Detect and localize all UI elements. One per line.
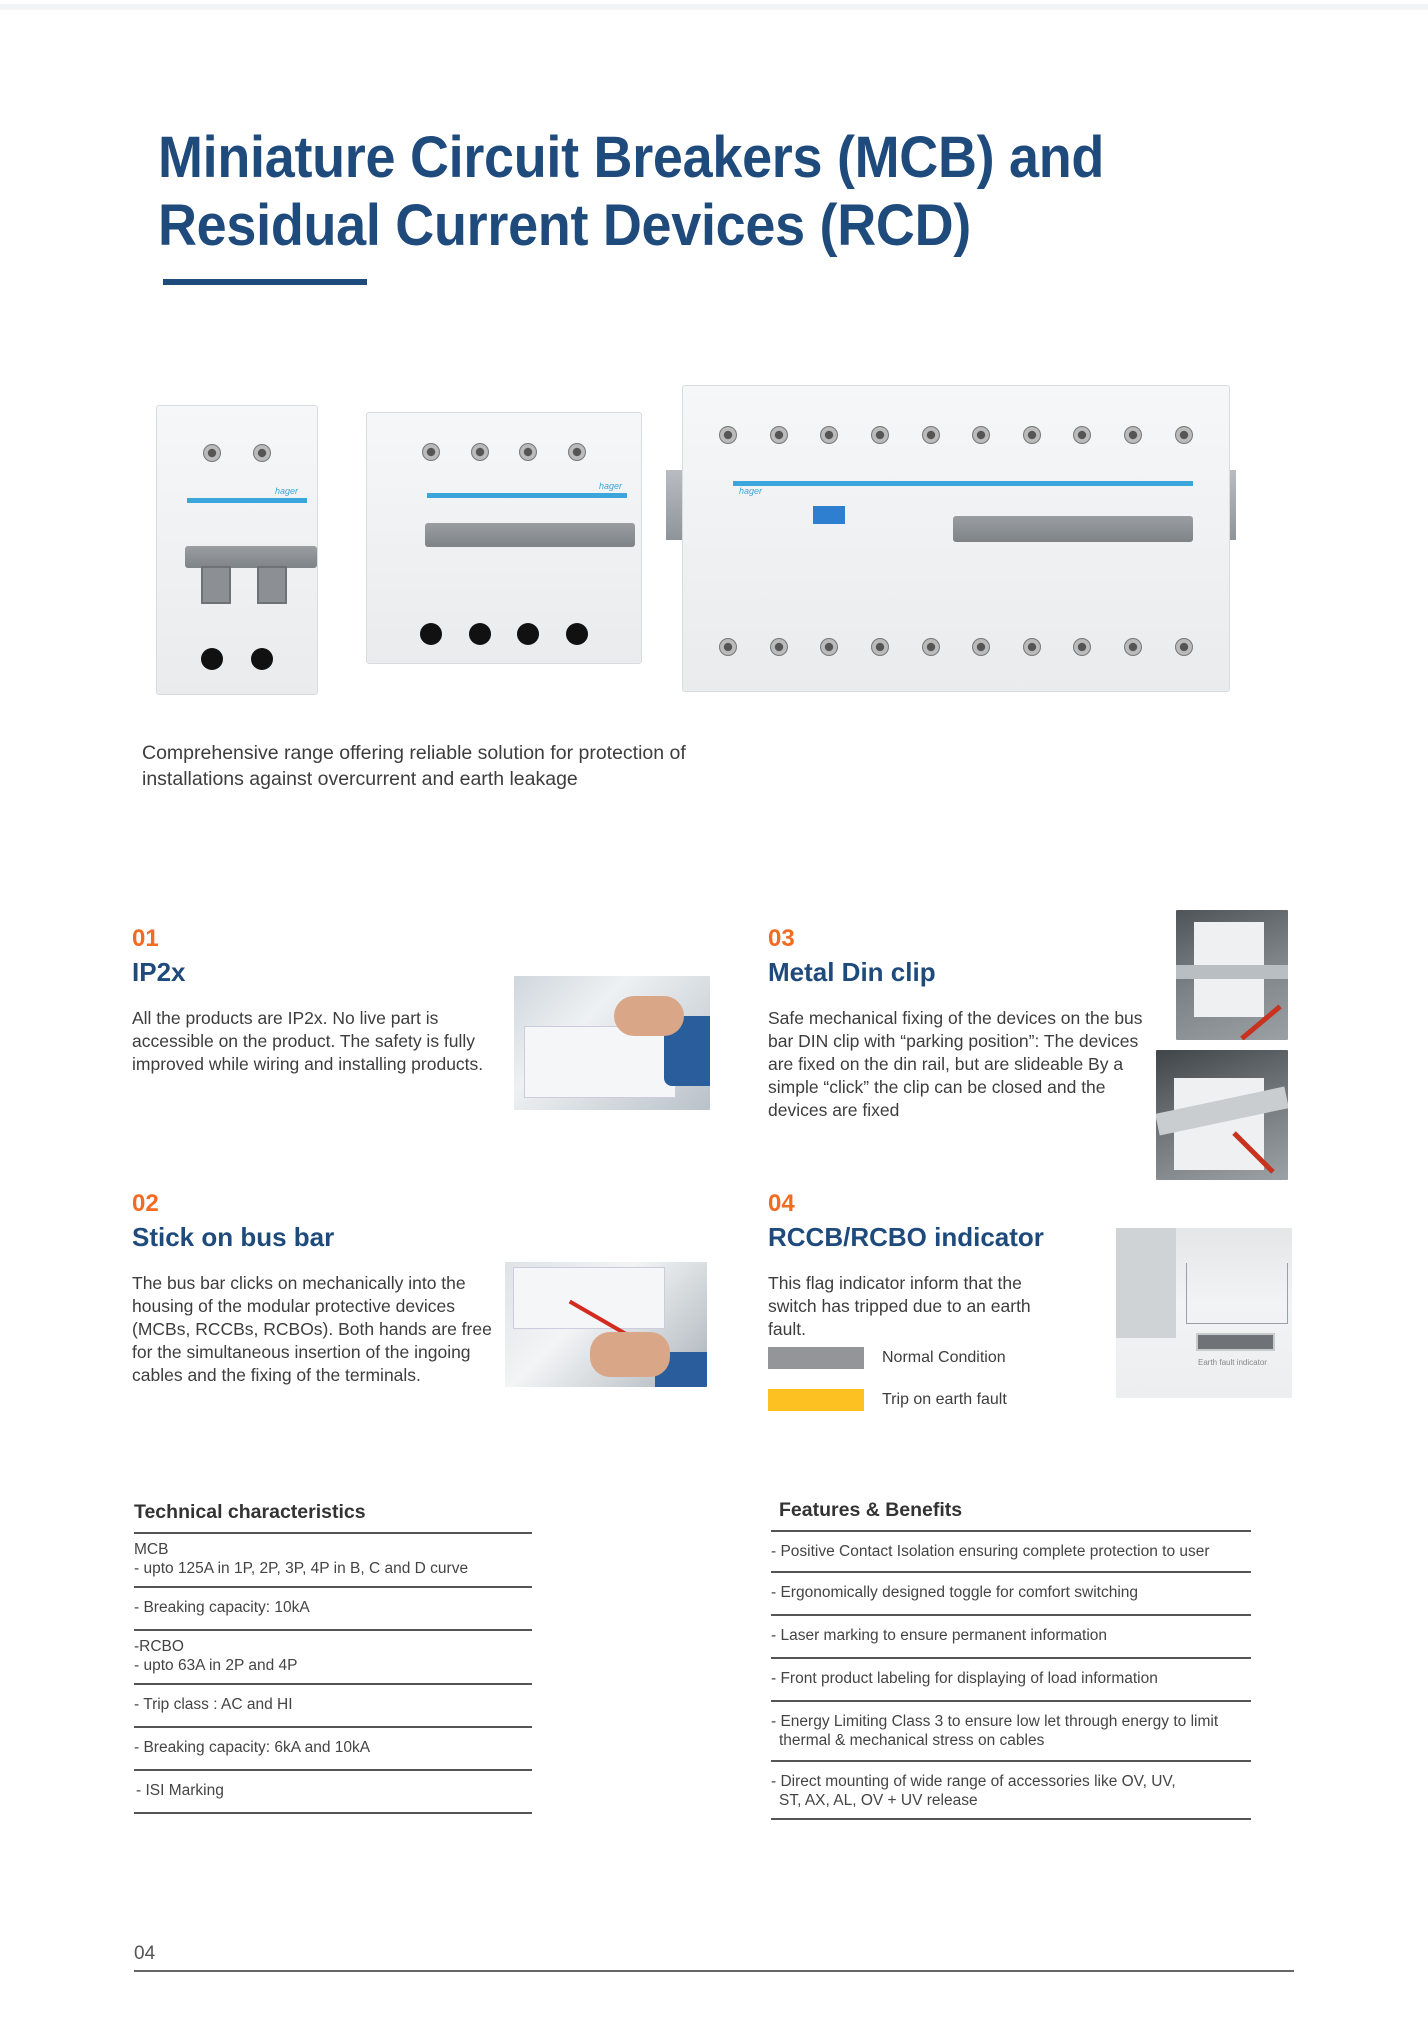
- page-title: [158, 124, 1104, 260]
- table-row: - Energy Limiting Class 3 to ensure low let through energy to limit thermal & mechanical stress on cables: [771, 1702, 1251, 1762]
- top-band: [0, 4, 1428, 10]
- page-title-line-1: Miniature Circuit Breakers (MCB) and: [158, 125, 1105, 190]
- feature-number: 04: [768, 1190, 795, 1217]
- technical-characteristics-table: [134, 1500, 532, 1814]
- feature-stick-on-bus-bar: [132, 1190, 502, 1387]
- title-underline: [163, 279, 367, 285]
- top-terminals: [157, 444, 317, 462]
- toggle-bar: [953, 516, 1193, 542]
- table-row: - Breaking capacity: 10kA: [134, 1588, 532, 1631]
- toggle: [201, 566, 231, 604]
- toggle-bar: [425, 523, 635, 547]
- test-button: [813, 506, 845, 524]
- page-title-line-2: Residual Current Devices (RCD): [158, 193, 971, 258]
- blue-stripe: [427, 493, 627, 498]
- product-image-4p-mcb: [366, 412, 642, 664]
- page-number: 04: [134, 1943, 156, 1964]
- feature-title: IP2x: [132, 957, 186, 987]
- bottom-terminals: [367, 623, 641, 645]
- table-row: - Direct mounting of wide range of accessories like OV, UV, ST, AX, AL, OV + UV release: [771, 1762, 1251, 1820]
- legend-label: Normal Condition: [882, 1349, 1006, 1366]
- feature-number: 03: [768, 925, 795, 952]
- feature-title: RCCB/RCBO indicator: [768, 1222, 1044, 1252]
- blue-stripe: [187, 498, 307, 503]
- feature-description: All the products are IP2x. No live part is accessible on the product. The safety is fully improved while wiring and installing products.: [132, 1008, 484, 1074]
- legend-swatch-gray: [768, 1347, 864, 1369]
- feature-description: Safe mechanical fixing of the devices on the bus bar DIN clip with “parking position”: The devices are fixed on the din rail, but are slideable By a simple “click” the clip can be closed and the devices are fixed: [768, 1008, 1143, 1120]
- feature-title: Stick on bus bar: [132, 1222, 335, 1252]
- top-terminals: [683, 426, 1229, 444]
- table-heading: Features & Benefits: [779, 1499, 963, 1521]
- table-row: - Positive Contact Isolation ensuring complete protection to user: [771, 1532, 1251, 1573]
- product-image-rcd-assembly: [682, 385, 1230, 692]
- product-image-2p-mcb: [156, 405, 318, 695]
- photo-din-clip-top: [1176, 910, 1288, 1040]
- feature-ip2x: [132, 925, 492, 1076]
- legend-trip: [768, 1389, 1108, 1411]
- table-row: - Front product labeling for displaying of load information: [771, 1659, 1251, 1702]
- table-row: -RCBO - upto 63A in 2P and 4P: [134, 1631, 532, 1685]
- bottom-terminals: [157, 648, 317, 670]
- photo-ip2x-wiring: [514, 976, 710, 1110]
- photo-bus-bar-installation: [505, 1262, 707, 1387]
- top-terminals: [367, 443, 641, 461]
- table-row: MCB - upto 125A in 1P, 2P, 3P, 4P in B, C and D curve: [134, 1534, 532, 1588]
- photo-din-clip-bottom: [1156, 1050, 1288, 1180]
- legend-swatch-yellow: [768, 1389, 864, 1411]
- brand-label: hager: [739, 486, 763, 496]
- photo-earth-fault-indicator: [1116, 1228, 1292, 1398]
- footer-rule: [134, 1970, 1294, 1972]
- features-benefits-table: [771, 1498, 1251, 1820]
- feature-number: 01: [132, 925, 159, 952]
- blue-stripe: [733, 481, 1193, 486]
- toggle: [257, 566, 287, 604]
- feature-description: The bus bar clicks on mechanically into the housing of the modular protective devices (MCBs, RCCBs, RCBOs). Both hands are free for the simultaneous insertion of the ingoing cables and the fixing of the terminals.: [132, 1273, 492, 1385]
- table-row: - Ergonomically designed toggle for comfort switching: [771, 1573, 1251, 1616]
- brand-label: hager: [599, 481, 623, 491]
- bottom-terminals: [683, 638, 1229, 656]
- intro-text: Comprehensive range offering reliable solution for protection of installations against overcurrent and earth leakage: [142, 742, 686, 790]
- feature-number: 02: [132, 1190, 159, 1217]
- toggle-bar: [185, 546, 317, 568]
- feature-title: Metal Din clip: [768, 957, 936, 987]
- legend-normal: [768, 1347, 1108, 1369]
- photo-caption: Earth fault indicator: [1198, 1358, 1267, 1367]
- feature-metal-din-clip: [768, 925, 1148, 1122]
- table-heading: Technical characteristics: [134, 1501, 366, 1523]
- feature-rccb-rcbo-indicator: [768, 1190, 1108, 1411]
- table-row: - Laser marking to ensure permanent information: [771, 1616, 1251, 1659]
- table-row: - Trip class : AC and HI: [134, 1685, 532, 1728]
- table-row: - ISI Marking: [134, 1771, 532, 1814]
- legend-label: Trip on earth fault: [882, 1391, 1007, 1408]
- feature-description: This flag indicator inform that the switch has tripped due to an earth fault.: [768, 1273, 1031, 1339]
- brand-label: hager: [275, 486, 299, 496]
- table-row: - Breaking capacity: 6kA and 10kA: [134, 1728, 532, 1771]
